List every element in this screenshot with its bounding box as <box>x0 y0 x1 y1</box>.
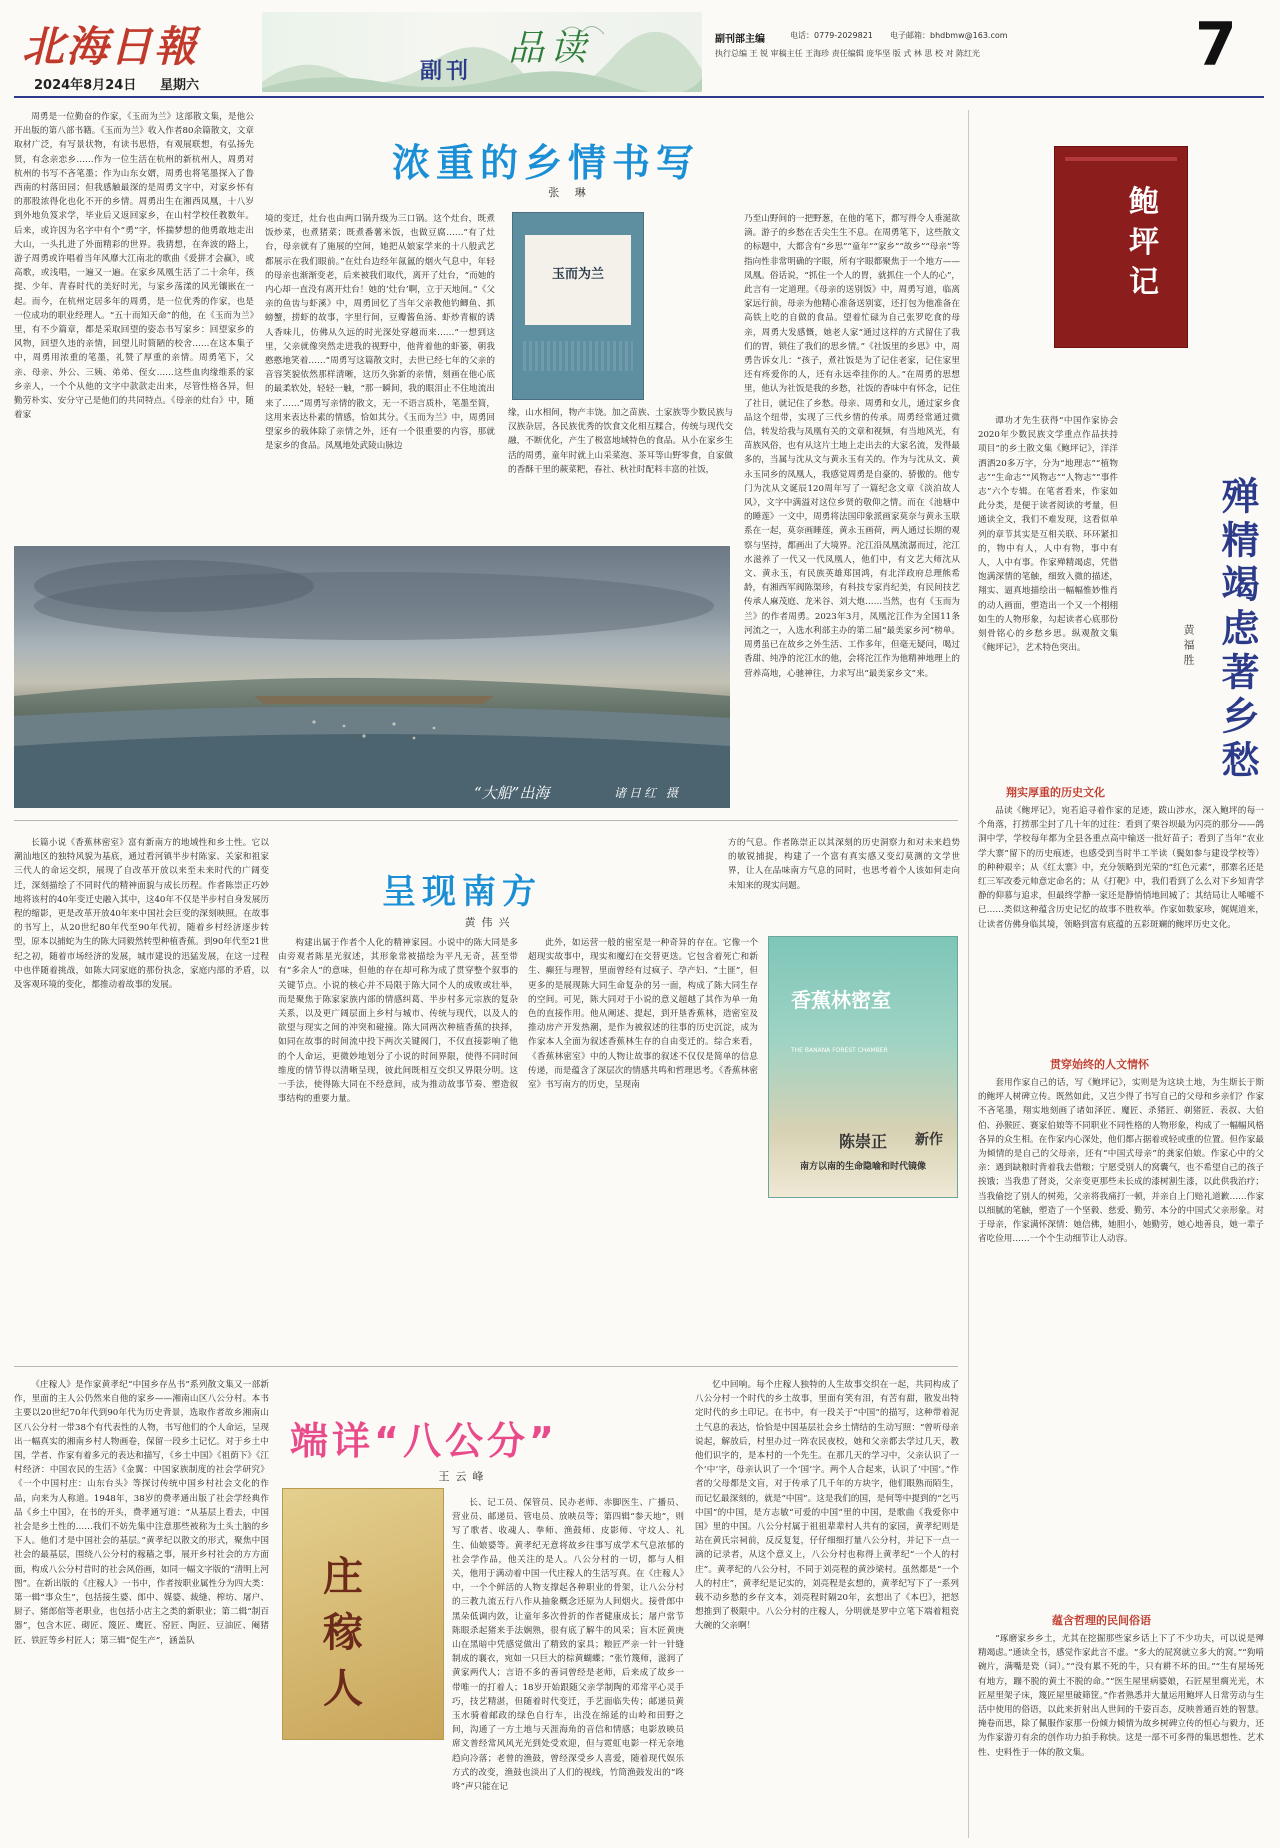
newspaper-logo: 北海日報 <box>22 22 199 71</box>
issue-date: 2024年8月24日 <box>34 78 137 93</box>
phone-info: 电话：0779-2029821 <box>790 31 873 40</box>
book-cover-bao-ping-ji <box>1054 146 1188 348</box>
staff-line: 执行总编 王 锐 审稿主任 王海珍 责任编辑 庞华坚 版 式 林 思 校 对 陈红光 <box>715 49 981 58</box>
beach-photo <box>14 546 730 808</box>
article4-author <box>1180 624 1200 669</box>
book-cover-yu-er-wei-lan <box>512 212 644 400</box>
article1-column-2: 境的变迁，灶台也由两口锅升级为三口锅。这个灶台，既煮饭炒菜，也煮猪菜；既煮番薯米饭，也做豆腐……“有了灶台，母亲就有了施展的空间，她把从娘家学来的十八般武艺都展示在我们眼前。”在灶台边经年氤氲的烟火气息中，年轻的母亲也渐渐变老，后来被我们取代，离开了灶台，“而她的内心却一直没有离开灶台！她的‘灶台’啊，立于天地间。”《父亲的鱼齿与虾溪》中，周勇回忆了当年父亲教他钓鲫鱼、抓螃蟹，捞虾的故事，字里行间，豆瓣酱鱼汤、虾炒青椒的诱人香味儿，仿佛从久远的时光深处穿越而来……“一想到这里，父亲就像突然走进我的视野中，他背着他的虾篓，朝我憨憨地笑着……”周勇写这篇散文时，去世已经七年的父亲的音容笑貌依然那样清晰，这历久弥新的亲情，刻画在他心底的最柔软处，轻轻一触，“那一瞬间，我的眼泪止不住地流出来了……”周勇写亲情的散文，无一不语言质朴，笔墨至简，这用来表达朴素的情感，恰如其分。《玉而为兰》中，周勇回望家乡的载体除了亲情之外，还有一个很重要的内容，那就是家乡的食品。凤凰地处武陵山脉边 <box>265 214 495 452</box>
book-title-zhuang-jia-ren: 庄稼人 <box>323 1553 373 1712</box>
article4-body-1: 品读《鲍坪记》，宛若追寻着作家的足迹，跋山涉水，深入鲍坪的每一个角落，打捞那尘封了几十年的过往：看到了栗谷坝最为闪亮的那分——鸽洞中学，学校每年都为全县各重点高中输送一批好苗子；看到了当年“农业学大寨”留下的历史痕迹，也感受到当时半工半读（鬓如参与建设学校等）的种种艰辛；从《红太寨》中，充分领略到光荣的“红色元素”，那寨名还是红三军改委元帅意定命名的；从《打靶》中，我们看到了么么对下乡知青学静的仰慕与追求，但最终学静一家还是静悄悄地回城了；其结局让人唏嘘不已……类似这种蕴含历史记忆的故事不胜枚举。作家如数家珍，娓娓道来，让读者仿佛身临其境，领略到富有底蕴的五彩斑斓的鲍坪历史文化。 <box>978 806 1264 930</box>
article3-column-1: 《庄稼人》是作家黄孝纪“中国乡存丛书”系列散文集又一部新作，里面的主人公仍然来自他的家乡——湘南山区八公分村。本书主要以20世纪70年代到90年代为历史背景，选取作者故乡湘南山区八公分村一带38个有代表性的人物，书写他们的个人命运，呈现出一幅真实的湘南乡村人物画卷，保留一段乡土记忆。对于乡土中国，学者、作家有着多元的表达和描写，《乡土中国》《祖荫下》《江村经济：中国农民的生活》《金翼：中国家族制度的社会学研究》《一个中国村庄：山东台头》等探讨传统中国乡村社会文化的作品，向来为人称道。1948年，38岁的费孝通出版了社会学经典作品《乡土中国》，在书的开头，费孝通写道：“从基层上看去，中国社会是乡土性的……我们不妨先集中注意那些被称为土头土脑的乡下人。他们才是中国社会的基层。”黄孝纪以散文的形式，聚焦中国社会的最基层，围绕八公分村的稼穑之事，展开乡村社会的方方面面，构成八公分村昔时的社会风俗画，如同一幅文字版的“清明上河图”。在新出版的《庄稼人》一书中，作者按职业属性分为四大类：第一辑“事众生”，包括接生婆、郎中、媒婆、裁缝、榨坊、屠户、厨子、猪郎倌等老职业，也包括小店主之类的新职业；第二辑“制百器”，包含木匠、砌匠、篾匠、鹰匠、窑匠、陶匠、豆油匠、阉猪匠、铁匠等乡村匠人；第三辑“促生产”，涵盖队 <box>14 1380 269 1646</box>
article3-title: 端详“八公分” <box>290 1419 558 1463</box>
article4-title <box>1210 476 1258 784</box>
masthead-landscape-art <box>262 12 702 92</box>
book-tagline-banana-forest: 南方以南的生命隐喻和时代镜像 <box>799 1162 926 1172</box>
divider-article2 <box>14 1366 958 1367</box>
editor-label: 副刊部主编 <box>715 34 765 45</box>
article3-column-2: 长、记工员、保管员、民办老师、赤脚医生、广播员、营业员、邮递员、管电员、放映员等；第四辑“参天地”，则写了歌者、收魂人、拳师、渔鼓师、皮影师、守坟人、礼生、仙娘婆等。黄孝纪无意将故乡往事写成学术气息浓郁的社会学作品，他关注的是人。八公分村的一切，都与人相关，他用于满动着中国一代庄稼人的生活写真。在《庄稼人》中，一个个鲜活的人物支撑起各种职业的骨架，让八公分村的三教九流五行八作从抽象概念还原为人间烟火。接骨郎中黑朵低调内敛，让童年多次骨折的作者健康成长；屠户常节陈眼杀起猪来手法娴熟，很有底了解牛的风采；盲木匠黄庚山在黑暗中凭感觉做出了精致的家具；粮匠严亲一针一针缝制成的襄衣，宛如一只巨大的棕黄蝴蝶；“张竹篾师，滋润了黄家两代人；言语不多的善词曾经是老师，后来成了故乡一带唯一的打着人；18岁开始跟随父亲学制陶的邓常平心灵手巧，技艺精湛，但随着时代变迁，手艺面临失传；邮递员黄玉水骑着邮政的绿色自行车，出没在绵延的山岭和田野之间，沟通了一方土地与天涯海角的音信和情感；电影放映员席文普经常风风光光到处受欢迎，但与霓虹电影一样无奈地趋向冷落；老曾的渔鼓，曾经深受乡人喜爱，随着现代娱乐方式的改变，渔鼓也淡出了人们的视线，竹筒渔鼓发出的“咚咚”声只能在记 <box>452 1498 684 1793</box>
book-author-banana-forest: 陈崇正 <box>839 1132 888 1151</box>
article4-body-2: 套用作家自己的话，写《鲍坪记》，实则是为这块土地，为生斯长于斯的鲍坪人树碑立传。既然如此，又岂少得了书写自己的父母和乡亲们？作家不吝笔墨，翔实地刻画了诸如泽匠、魔匠、杀猪匠、剃猪匠、表叔、大伯伯、孙猴匠、赛家伯娘等不同职业不同性格的人物形象，构成了一幅幅风格各异的众生相。在作家内心深处，他们都占据着或轻或重的位置。但作家最为倾情的是自己的父母亲，还有“中国式母亲”的龚家伯娘。作家心中的父亲：遇到缺粮时背着我去借粮；宁愿受别人的窝囊气，也不希望自己的孩子挨饿；当我患了肾炎，父亲变更那些未长成的漆树割生漆，以此供我治疗；当我偷挖了别人的树苑，父亲将我痛打一顿，并亲自上门赔礼道歉……作家以细腻的笔触，塑造了一个坚毅、慈爱、勤劳、本分的中国式父亲形象。对于母亲，作家满怀深情：她信佛，她胆小，她勤劳，她心地善良，她一辈子省吃俭用……一个个生动细节让人动容。 <box>978 1078 1264 1245</box>
photo-credit: 诸日红 摄 <box>614 786 681 800</box>
article4-intro: 谭功才先生获得“中国作家协会2020年少数民族文学重点作品扶持项目”的乡土散文集《鲍坪记》，洋洋洒洒20多万字，分为“地理志”“植物志”“生命志”“风物志”“人物志”“事件志”六个专辑。在笔者看来，作家如此分类，是便于读者阅读的考量，但通读全文，我们不难发现，这看似单列的章节其实是互相关联、环环紧扣的，物中有人，人中有物，事中有人，人中有事。作家殚精竭虑，凭借饱满深情的笔触，细致入微的描述，翔实、逼真地描绘出一幅幅惟妙惟肖的动人画面，塑造出一个又一个栩栩如生的人物形象，勾起读者心底那份刻骨铭心的乡愁乡思。纵观散文集《鲍坪记》，艺术特色突出。 <box>978 416 1118 654</box>
photo-caption: “大船”出海 <box>474 784 550 802</box>
masthead-rule <box>14 96 1264 98</box>
article4-subhead-1: 翔实厚重的历史文化 <box>1006 786 1105 799</box>
book-cover-zhuang-jia-ren <box>282 1488 444 1740</box>
article4-subhead-3: 蕴含哲理的民间俗语 <box>1052 1614 1151 1627</box>
article4-title-text: 殚精竭虑著乡愁 <box>1215 476 1260 784</box>
page-number: 7 <box>1195 10 1237 80</box>
article2-column-4: 方的气息。作者陈崇正以其深刻的历史洞察力和对未来趋势的敏锐捕捉，构建了一个富有真实感又变幻莫测的文学世界，让人在品味南方气息的同时，也思考着个人该如何走向未知来的现实问题。 <box>728 838 960 891</box>
book-title-banana-forest: 香蕉林密室 <box>791 988 891 1012</box>
email-info: 电子邮箱：bhdbmw@163.com <box>890 31 1008 40</box>
book-subtitle-banana-forest: THE BANANA FOREST CHAMBER <box>791 1047 888 1054</box>
article1-author: 张 琳 <box>548 186 592 199</box>
book-title-bao-ping-ji: 鲍坪记 <box>1129 185 1159 300</box>
article1-title: 浓重的乡情书写 <box>392 141 701 185</box>
section-label: 副刊 <box>420 59 473 84</box>
column-label: 品读 <box>508 28 593 69</box>
article1-column-4: 乃至山野间的一把野葱，在他的笔下，都写得令人垂涎欲滴。游子的乡愁在舌尖生生不息。在周勇笔下，这些散文的标题中，大都含有“乡思”“童年”“家乡”“故乡”“母亲”等指向性非常明确的字眼，所有字眼都聚焦于一个地方——凤凰。俗话说，“抓住一个人的胃，就抓住一个人的心”，此言有一定道理。《母亲的送别饭》中，周勇写道，临离家远行前，母亲为他精心准备送别宴，还打包为他准备在高铁上吃的自做的食品。望着忙碌为自己张罗吃食的母亲，周勇大发感慨，她老人家“通过这样的方式留住了我们的胃，锁住了我们的思乡情。”《社饭里的乡思》中，周勇告诉女儿：“孩子，煮社饭是为了记住老家，记住家里还有疼爱你的人，还有永远牵挂你的人。”在周勇的思想里，他认为社饭是我的乡愁，社饭的香味中有怀念，记住了社日，就记住了乡愁。母亲、周勇和女儿，通过家乡食品这个纽带，实现了三代乡情的传承。周勇经常通过微信，转发给我与凤凰有关的文章和视频，有当地风光，有苗族风俗，也有从这片土地上走出去的大家名流，发得最多的，当属与沈从文与黄永玉有关的。作为与沈从文、黄永玉同乡的凤凰人，我感觉周勇是自豪的、骄傲的。他专门为沈从文诞辰120周年写了一篇纪念文章《淡泊故人风》，文字中满溢对这位乡贤的敬仰之情。而在《池塘中的睡莲》一文中，周勇将法国印象派画家莫奈与黄永玉联系在一起，莫奈画睡莲，黄永玉画荷，两人通过长期的观察与坚持，都画出了大境界。沱江沿凤凰流潺而过，沱江水滋养了一代又一代凤凰人，他们中，有文艺大师沈从文、黄永玉，有民族英雄郑国鸿，有北洋政府总理熊希龄，有湘西军阀陈渠珍，有科技专家肖纪美，有民间技艺传承人麻茂庭、龙米谷、刘大炮……当然，也有《玉而为兰》的作者周勇。2023年3月，凤凰沱江作为全国11条河流之一，入选水利部主办的第二届“最美家乡河”榜单。周勇虽已在故乡之外生活、工作多年，但毫无疑问，喝过香甜、纯净的沱江水的他，会将沱江作为他精神地理上的营养高地，心驰神往，力求写出“最美家乡文”来。 <box>744 214 960 679</box>
article1-column-1: 周勇是一位勤奋的作家，《玉而为兰》这部散文集，是他公开出版的第八部书籍。《玉而为兰》收入作者80余篇散文，文章取材广泛，有写景状物，有读书思悟，有观展联想，有弘扬先贤，有念亲恋乡……作为一位生活在杭州的新杭州人，周勇对杭州的书写不吝笔墨；作为山东女婿，周勇也将笔墨探入了鲁西南的村落田园；但我感触最深的是周勇文字中，对家乡怀有的那股浓得化也化不开的乡情。周勇出生在湘西凤凰，十八岁到外地负笈求学，毕业后又返回家乡，在山村学校任教数年。后来，或许因为名字中有个“勇”字，怀揣梦想的他勇敢地走出大山，一头扎进了外面精彩的世界。我猜想，在奔波的路上，游子周勇或许唱着当年风靡大江南北的歌曲《爱拼才会赢》，或高歌，或浅唱，一遍又一遍。在家乡凤凰生活了二十余年，孩提、少年、青春时代的美好时光，与家乡荡漾的风光镶嵌在一起。而今，在杭州定居多年的周勇，是一位优秀的作家，也是一位成功的职业经理人。“五十而知天命”的他，在《玉而为兰》里，有不少篇章，都是采取回望的姿态书写家乡：回望家乡的风物，回望久违的亲情，回望儿时简陋的校舍……在这本集子中，周勇用浓重的笔墨，礼赞了厚重的亲情。周勇笔下，父亲、母亲、外公、三姨、弟弟、侄女……这些血肉缘维系的家乡亲人，一个个从他的文字中款款走出来，尽管性格各异，但勤劳朴实、安分守己是他们的共同特点。《母亲的灶台》中，随着家 <box>14 112 254 421</box>
article3-author: 王云峰 <box>438 1470 490 1483</box>
article1-column-3: 缘，山水相间，物产丰饶。加之苗族、土家族等少数民族与汉族杂居，各民族优秀的饮食文化相互糅合，传统与现代交融，不断优化，产生了极富地域特色的食品。从小在家乡生活的周勇，童年时就上山采菜泡、茶耳等山野零食，自家做的香酥干里的蕨菜粑，春社、秋社时配料丰富的社饭， <box>508 408 733 475</box>
divider-article1 <box>14 820 958 821</box>
article2-title: 呈现南方 <box>382 872 542 912</box>
mountain-icon <box>262 12 702 92</box>
article2-column-1: 长篇小说《香蕉林密室》富有新南方的地域性和乡土性。它以潮汕地区的独特风貌为基底，通过看河镇半步村陈家、关家和祖家三代人的命运交织，展现了自改革开放以来至未来时代的广阔变迁，深刻描绘了不同时代的精神面貌与成长历程。作者陈崇正巧妙地将该村的40年变迁史融入其中，这40年不仅是半步村自身发展历程的缩影，更是改革开放40年来中国社会巨变的深刻映照。在故事的书写上，从20世纪80年代至90年代初，随着乡村经济逐步转型，原本以捕蛇为生的陈大同毅然转型种植香蕉。到90年代至21世纪之初，随着市场经济的发展，城市建设的迅猛发展，在这一过程中也伴随着挑战，如陈大同家庭的那份执念，家庭内部的矛盾，以及客观环境的变化，都推动着故事的发展。 <box>14 838 269 991</box>
right-column-rule <box>968 110 969 1838</box>
article2-column-2: 构建出属于作者个人化的精神家园。小说中的陈大同是多由旁观者陈星光叙述，其形象常被描绘为平凡无奇，甚至带有“多余人”的意味，但他的存在却可称为成了贯穿整个叙事的关键节点。小说的核心并不局限于陈大同个人的成败或壮举，而是聚焦于陈家家族内部的情感纠葛、半步村多元宗族的复杂关系，以及更广阔层面上乡村与城市、传统与现代，以及人的欲望与现实之间的冲突和碰撞。陈大同两次种植香蕉的抉择，如同在故事的时间流中投下两次关键阀门，不仅直接影响了他的个人命运，更微妙地划分了小说的时间界限，使得不同时间维度的情节得以清晰呈现，彼此间既相互交织又界限分明。这一手法，使得陈大同在不经意间，成为推动故事节奏、塑造叙事结构的重要力量。 <box>278 938 518 1105</box>
book-cover-banana-forest <box>768 936 958 1198</box>
article2-author: 黄伟兴 <box>464 916 516 929</box>
article4-author-text: 黄福胜 <box>1182 624 1195 669</box>
article2-column-3: 此外，如运营一般的密室是一种奇异的存在。它像一个超现实故事中，现实和魔幻在交替更迭。它包含着死亡和新生、癫狂与理智，里面曾经有过疯子、孕产妇、“土匪”，但更多的是展现陈大同生命复杂的另一面，构成了陈大同生存的空间。可见，陈大同对于小说的意义超越了其作为单一角色的直接作用。他从阐述、提起，到开垦香蕉林，造密室及推动房产开发热潮，是作为被叙述的往事的历史沉淀，成为作家本人全面为叙述香蕉林生存的自由变迁的。综合来看，《香蕉林密室》中的人物让故事的叙述不仅仅是简单的信息传递，而是蕴含了深层次的情感共鸣和哲理思考。《香蕉林密室》书写南方的历史，呈现南 <box>528 938 758 1091</box>
issue-weekday: 星期六 <box>160 78 200 93</box>
book-badge-new: 新作 <box>915 1132 943 1148</box>
book-title-yu-er-wei-lan: 玉而为兰 <box>551 267 604 282</box>
article4-body-3: “琢磨家乡乡土，尤其在挖掘那些家乡话上下了不少功夫，可以说是殚精竭虑。”通读全书，感觉作家此言不虚。“多大的屁窝就立多大的窝。”“狗啃碗片，满嘴是瓷（词）。”“没有累不死的牛，只有耕不坏的田。”“生有屋场死有地方，蹦不脱的黄土不脱的命。”“医生屋里病婆娘，石匠屋里瘸光光，木匠屋里架子床，篾匠屋里破筛筐。”作者熟悉并大量运用鲍坪人日常劳动与生活中使用的俗语，以此来折射出人世间的千姿百态，反映普通百姓的智慧。掩卷而思，除了佩服作家那一份倾力倾情为故乡树碑立传的恒心与毅力，还为作家游刃有余的创作功力拍手称快。这是一部不可多得的集思想性、艺术性、史料性于一体的散文集。 <box>978 1634 1264 1758</box>
masthead <box>0 0 1280 100</box>
article4-subhead-2: 贯穿始终的人文情怀 <box>1050 1058 1149 1071</box>
article3-column-3: 忆中回响。每个庄稼人独特的人生故事交织在一起，共同构成了八公分村一个时代的乡土故事，里面有笑有泪，有苦有甜，散发出特定时代的乡土印记。在书中，有一段关于“中国”的描写，这种带着泥土气息的表达，恰恰是中国基层社会乡土情结的生动写照：“曾听母亲说起，解放后，村里办过一阵农民夜校，她和父亲都去学过几天，教他们识字的，是本村的一个先生。在那几天的学习中，父亲认识了一个‘中’字，母亲认识了一个‘国’字。两个人合起来，认识了‘中国’。”作者的父母都是文盲，对于传承了几千年的方块字，他们眼熟而陌生，而记忆最深刻的，就是“中国”。这是我们的国，是何等中提到的“乞丐中国”的中国，是方志敏“可爱的中国”里的中国，是歌曲《我爱你中国》里的中国。八公分村属于祖祖辈辈村人共有的家园，黄孝纪则是站在黄氏宗祠前，反反复复，仔仔细细打量八公分村，并记下一点一滴的记录者，从这个意义上，八公分村也称得上黄孝纪“一个人的村庄”。黄孝纪的八公分村，不同于刘亮程的黄沙梁村。虽然都是“一个人的村庄”，黄孝纪是记实的，刘亮程是玄想的，黄孝纪写下了一系列载不动乡愁的乡存文本，刘亮程时隔20年，玄想出了《本巴》，把怒想推到了极限中。八公分村的庄稼人，分明就是罗中立笔下端着粗瓷大碗的父亲啊！ <box>695 1380 959 1632</box>
